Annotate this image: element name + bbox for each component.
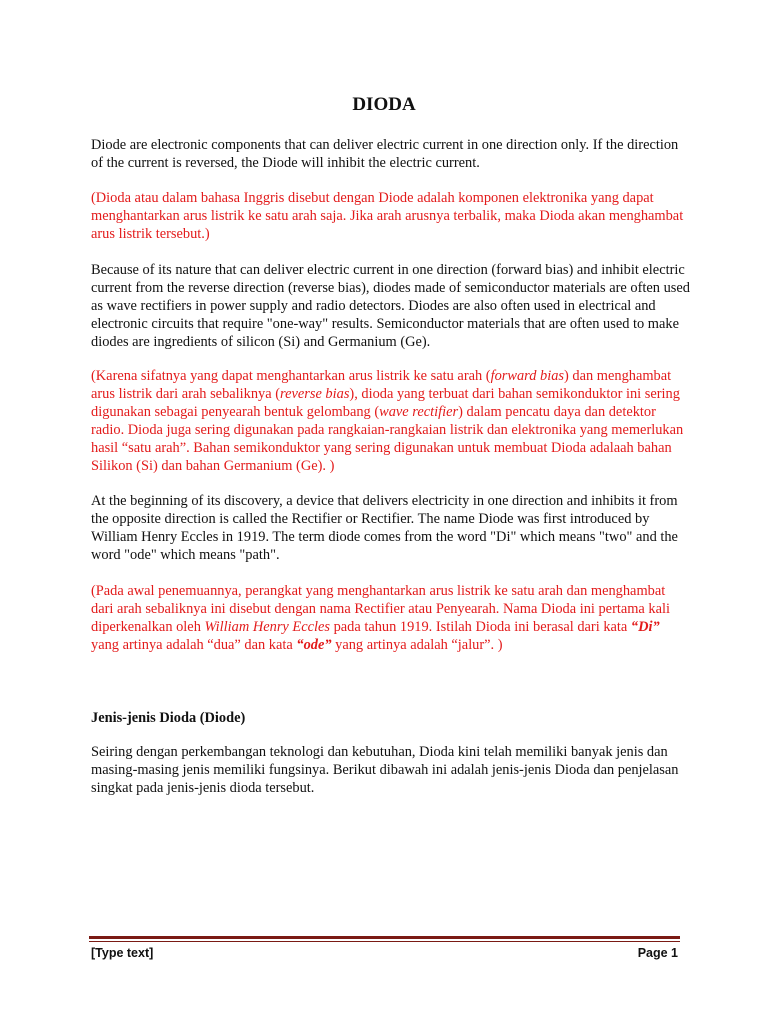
italic-name-william-henry-eccles: William Henry Eccles <box>204 619 330 635</box>
text-run: ) dan menghambat arus listrik dari arah sebaliknya ( <box>91 368 672 402</box>
text-run: (Karena sifatnya yang dapat menghantarkan arus listrik ke satu arah ( <box>91 368 491 384</box>
footer-placeholder-text: [Type text] <box>91 946 154 960</box>
paragraph-english-3: At the beginning of its discovery, a device that delivers electricity in one direction and inhibits it from the opposite direction is called the Rectifier or Rectifier. The name Diode was first introduced by William Henry Eccles in 1919. The term diode comes from the word "Di" which means "two" and the word "ode" which means "path". <box>91 493 678 563</box>
footer-page-number: Page 1 <box>637 946 678 960</box>
text-run: ), dioda yang terbuat dari bahan semikonduktor ini sering digunakan sebagai penyearah bentuk gelombang ( <box>91 386 680 420</box>
italic-term-forward-bias: forward bias <box>490 368 565 384</box>
italic-term-wave-rectifier: wave rectifier <box>379 404 459 420</box>
footer-rule-thick <box>89 936 680 939</box>
paragraph-indonesian-2 <box>91 367 691 475</box>
section-heading: Jenis-jenis Dioda (Diode) <box>91 710 246 726</box>
text-run: yang artinya adalah “jalur”. ) <box>331 637 503 653</box>
paragraph-indonesian-1: (Dioda atau dalam bahasa Inggris disebut dengan Diode adalah komponen elektronika yang dapat menghantarkan arus listrik ke satu arah saja. Jika arah arusnya terbalik, maka Dioda akan menghambat arus listrik tersebut.) <box>91 190 684 242</box>
text-run: (Pada awal penemuannya, perangkat yang menghantarkan arus listrik ke satu arah dan menghambat dari arah sebaliknya ini disebut dengan nama Rectifier atau Penyearah. Nama Dioda ini pertama kali diperkenalkan oleh <box>91 583 670 635</box>
paragraph-indonesian-3 <box>91 582 691 654</box>
text-run: pada tahun 1919. Istilah Dioda ini berasal dari kata <box>329 619 631 635</box>
paragraph-indonesian-4: Seiring dengan perkembangan teknologi dan kebutuhan, Dioda kini telah memiliki banyak jenis dan masing-masing jenis memiliki fungsinya. Berikut dibawah ini adalah jenis-jenis Dioda dan penjelasan singkat pada jenis-jenis dioda tersebut. <box>91 744 679 796</box>
text-run: ) dalam pencatu daya dan detektor radio. Dioda juga sering digunakan pada rangkaian-rangkaian listrik dan elektronika yang memerlukan hasil “satu arah”. Bahan semikonduktor yang sering digunakan untuk membuat Dioda adalaah bahan Silikon (Si) dan bahan Germanium (Ge). ) <box>91 404 684 474</box>
paragraph-english-1: Diode are electronic components that can deliver electric current in one direction only. If the direction of the current is reversed, the Diode will inhibit the electric current. <box>91 137 679 171</box>
document-title: DIODA <box>352 94 416 115</box>
bold-italic-term-di: “Di” <box>630 619 660 635</box>
paragraph-english-2: Because of its nature that can deliver electric current in one direction (forward bias) and inhibit electric current from the reverse direction (reverse bias), diodes made of semiconductor materials are often used as wave rectifiers in power supply and radio detectors. Diodes are also often used in electrical and electronic circuits that require "one-way" results. Semiconductor materials that are often used to make diodes are ingredients of silicon (Si) and Germanium (Ge). <box>91 262 690 350</box>
text-run: yang artinya adalah “dua” dan kata <box>91 637 297 653</box>
bold-italic-term-ode: “ode” <box>296 637 332 653</box>
italic-term-reverse-bias: reverse bias <box>280 386 350 402</box>
footer-rule-thin <box>89 941 680 942</box>
